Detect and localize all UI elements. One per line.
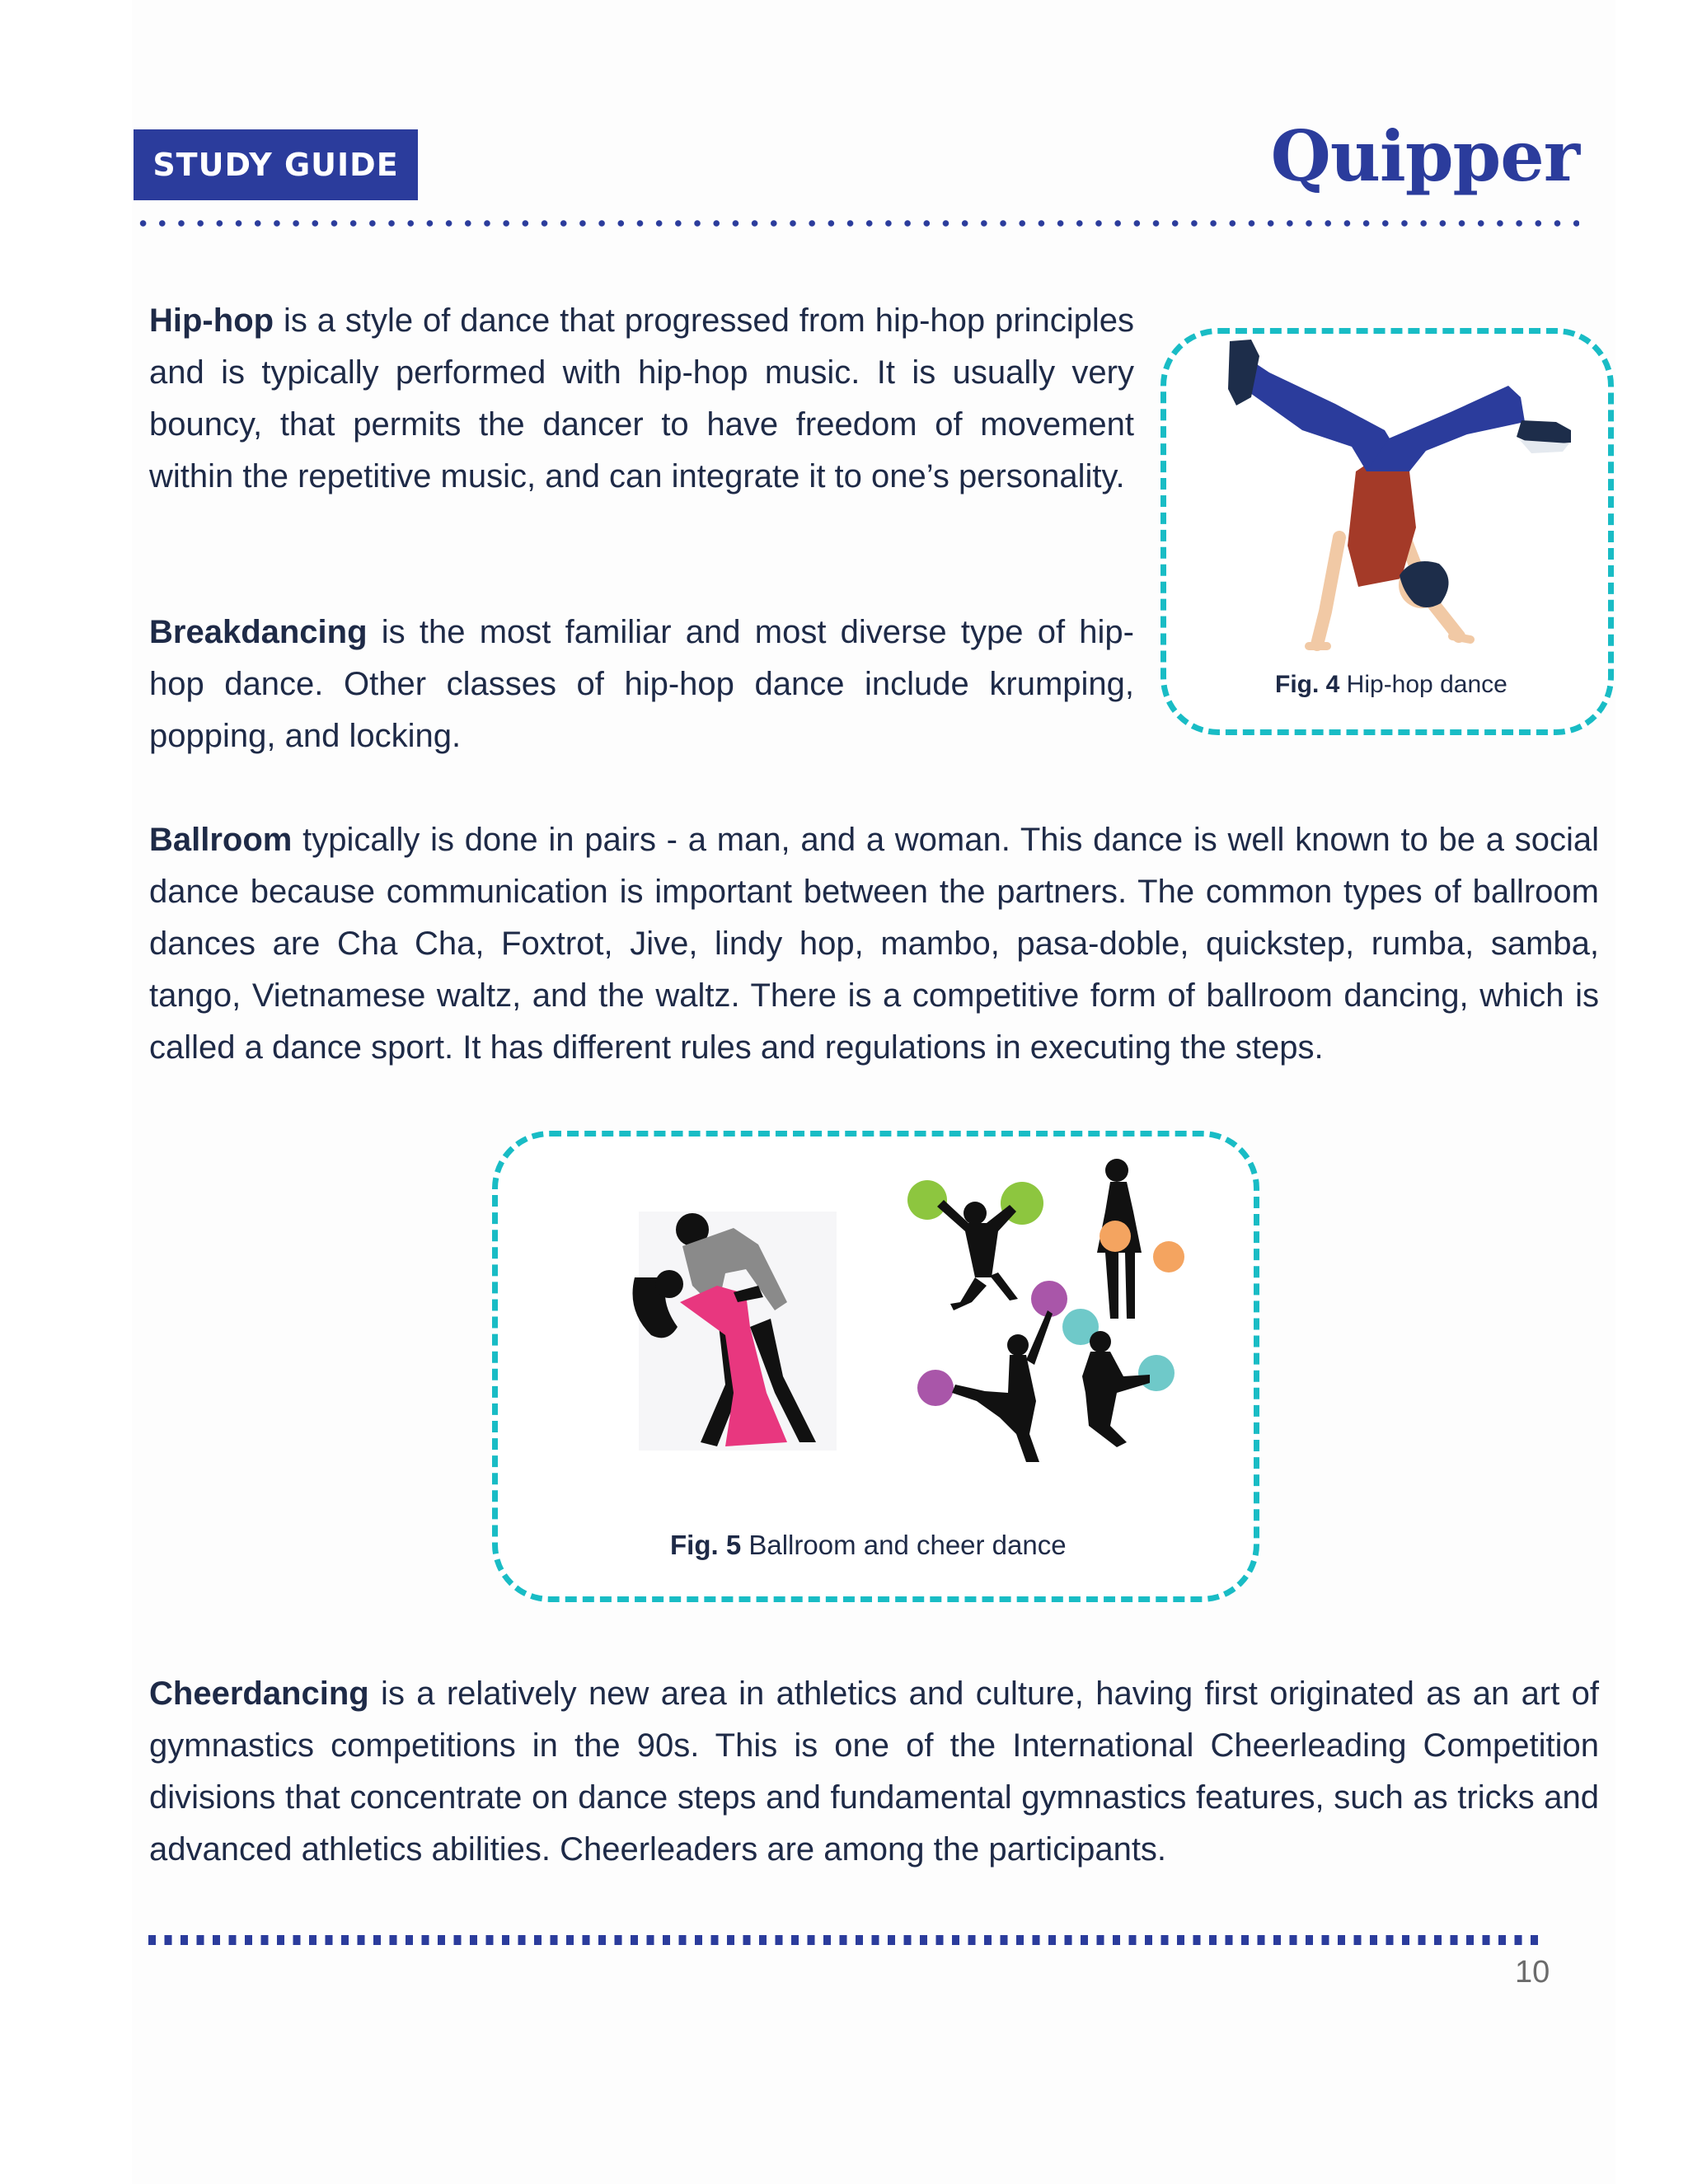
quipper-logo: Quipper: [1270, 115, 1579, 197]
breakdancing-text: is the most familiar and most diverse type of hip-hop dance. Other classes of hip-hop dance include krumping, popping, and locking.: [149, 614, 1134, 754]
figure-4-caption-text: Hip-hop dance: [1339, 671, 1507, 698]
header-dotted-divider: [134, 219, 1579, 227]
study-guide-badge: STUDY GUIDE: [134, 129, 418, 200]
hiphop-paragraph: [149, 295, 1134, 503]
cheerdancing-paragraph: [149, 1668, 1599, 1876]
figure-5-caption: [670, 1530, 1067, 1561]
figure-4-label: Fig. 4: [1275, 671, 1340, 698]
cheerdancing-text: is a relatively new area in athletics and culture, having first originated as an art of gymnastics competitions in the 90s. This is one of the International Cheerleading Competition divisions that concentrate on dance steps and fundamental gymnastics features, such as tricks and advanced athletics abilities. Cheerleaders are among the participants.: [149, 1675, 1599, 1868]
figure-4-caption: [1275, 671, 1507, 699]
ballroom-text: typically is done in pairs - a man, and a woman. This dance is well known to be a social dance because communication is important between the partners. The common types of ballroom dances are Cha Cha, Foxtrot, Jive, lindy hop, mambo, pasa-doble, quickstep, rumba, samba, tango, Vietnamese waltz, and the waltz. There is a competitive form of ballroom dancing, which is called a dance sport. It has different rules and regulations in executing the steps.: [149, 822, 1599, 1066]
ballroom-term: Ballroom: [149, 822, 293, 858]
cheerdancing-term: Cheerdancing: [149, 1675, 369, 1712]
cheerleaders-illustration: [894, 1154, 1191, 1467]
breakdancing-term: Breakdancing: [149, 614, 368, 650]
breakdancing-paragraph: [149, 607, 1134, 762]
figure-5-caption-text: Ballroom and cheer dance: [741, 1530, 1067, 1560]
hiphop-term: Hip-hop: [149, 302, 274, 339]
figure-5-label: Fig. 5: [670, 1530, 742, 1560]
ballroom-paragraph: [149, 814, 1599, 1074]
breakdancer-illustration: [1212, 340, 1591, 669]
ballroom-couple-illustration: [602, 1195, 865, 1459]
page-number: 10: [1515, 1955, 1550, 1990]
footer-dotted-divider: [148, 1935, 1541, 1945]
hiphop-text: is a style of dance that progressed from hip-hop principles and is typically performed with hip-hop music. It is usually very bouncy, that permits the dancer to have freedom of movement within the repetitive music, and can integrate it to one’s personality.: [149, 302, 1134, 494]
